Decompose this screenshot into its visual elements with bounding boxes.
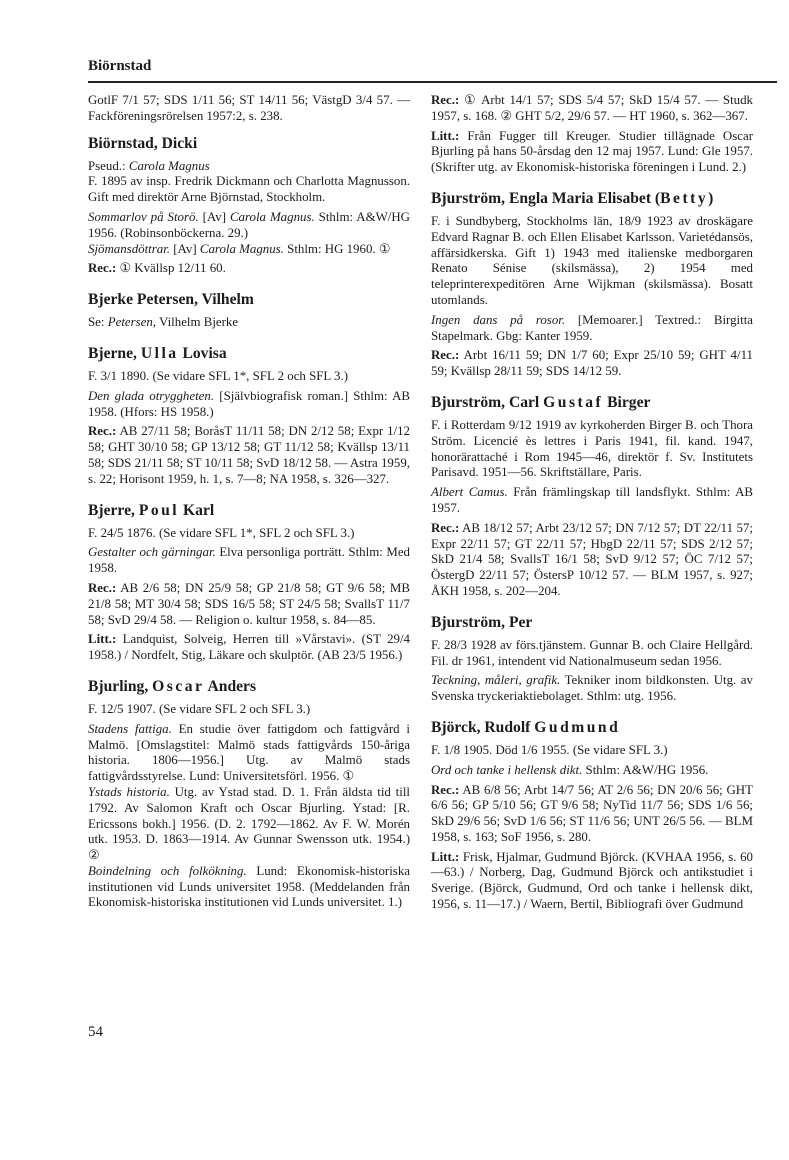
work-line [88,722,410,785]
entry-heading [431,719,753,737]
entry-bjurling [88,678,410,911]
litt-label: Litt.: [88,632,117,647]
name-spaced: Poul [138,501,180,519]
work-mid: [Av] [173,241,197,256]
entry-bio: F. 1/8 1905. Död 1/6 1955. (Se vidare SFL 3.) [431,742,668,757]
name-spaced: Ulla [140,344,179,362]
right-column [431,93,753,913]
rec-label: Rec.: [431,93,460,107]
entry-bio: F. i Sundbyberg, Stockholms län, 18/9 1923 av droskägare Edvard Ragnar B. och Ellen Elisabet Karlsson. Varietédansös, affärsidkerska. Gift 1) 1943 med italienske medborgaren Renato Sénise (skilsmässa), 2) 1954 med teleprinterexpeditören Arne Wijkman (skilsmässa). Bosatt utomlands. [431,213,753,307]
entry-bjerke [88,291,410,331]
litt-label: Litt.: [431,849,460,864]
rec-text: ① Kvällsp 12/11 60. [119,261,226,276]
literature-line [88,632,410,664]
rec-text: ① Arbt 14/1 57; SDS 5/4 57; SkD 15/4 57. — Studk 1957, s. 168. ② GHT 5/2, 29/6 57. — HT 1960, s. 362—367. [431,93,753,123]
work-author: Carola Magnus. [229,209,315,224]
review-line [431,521,753,600]
rec-text: AB 2/6 58; DN 25/9 58; GP 21/8 58; GT 9/6 58; MB 21/8 58; MT 30/4 58; SDS 16/5 58; ST 24/5 58; SvallsT 11/7 58; SvD 29/4 58. — Religion o. kultur 1958, s. 84—85. [88,580,410,627]
entry-bio: F. i Rotterdam 9/12 1919 av kyrkoherden Birger B. och Thora Ström. Licencié ès lettres i Paris 1941, fil. kand. 1947, honorärattaché i Rom 1945—46, direktör f. Sv. Institutets Parisavd. 1951—56. Skriftställare, Paris. [431,417,753,480]
work-mid: [Av] [202,209,226,224]
work-line [88,545,410,577]
review-line [431,783,753,846]
rec-text: AB 27/11 58; BoråsT 11/11 58; DN 2/12 58; Expr 1/12 58; GHT 30/10 58; GP 13/12 58; GT 11/12 58; Kvällsp 13/11 58; SDS 21/11 58; ST 10/11 58; SvD 18/12 58. — Astra 1959, s. 22; Horisont 1959, h. 1, s. 7—8; NA 1958, s. 326—327. [88,424,410,486]
entry-bio: F. 12/5 1907. (Se vidare SFL 2 och SFL 3.) [88,701,311,716]
work-details: Utg. av Ystad stad. D. 1. Från äldsta tid till 1792. Av Salomon Kraft och Oscar Bjurling. Ystad: [R. Ericssons bokh.] 1956. (D. 2. 1792—1862. Av F. W. Morén utk. 1953. D. 1863—1914. Av Gunnar Swensson utk. 1954.) ② [88,784,410,863]
entry-engla [431,190,753,380]
pseudonym-line [88,159,410,175]
work-title: Teckning, måleri, grafik. [431,673,561,688]
rec-label: Rec.: [431,520,460,535]
entry-heading [88,345,410,363]
review-line [88,581,410,628]
left-column [88,93,410,911]
entry-bio: F. 3/1 1890. (Se vidare SFL 1*, SFL 2 och SFL 3.) [88,368,349,383]
work-line [431,485,753,517]
work-author: Carola Magnus. [199,241,284,256]
see-rest: Vilhelm Bjerke [159,315,239,330]
work-title: Ystads historia. [88,784,170,799]
work-details: Sthlm: HG 1960. ① [287,241,391,256]
name-rest: Anders [207,677,257,695]
entry-per [431,614,753,705]
name-spaced: Betty [660,189,709,207]
header-rule [88,81,777,83]
rec-label: Rec.: [88,580,117,595]
literature-line [431,850,753,913]
work-title: Boindelning och folkökning. [88,863,247,878]
see-italic: Petersen, [107,315,157,330]
name-plain: Bjurström, Carl [431,393,540,411]
continued-entry-text: GotlF 7/1 57; SDS 1/11 56; ST 14/11 56; VästgD 3/4 57. — Fackföreningsrörelsen 1957:2, s. 238. [88,93,410,123]
work-line [88,210,410,242]
name-end: ) [708,189,714,207]
entry-rudolf [431,719,753,913]
rec-label: Rec.: [88,424,117,439]
litt-text: Frisk, Hjalmar, Gudmund Björck. (KVHAA 1956, s. 60—63.) / Norberg, Dag, Gudmund Björck och antikstudiet i Sverige. (Björck, Gudmund, Ord och tanke i hellensk dikt, 1956, s. 11—17.) / Waern, Bertil, Bibliografi över Gudmund [431,849,753,912]
entry-bio: F. 28/3 1928 av förs.tjänstem. Gunnar B. och Claire Hellgård. Fil. dr 1961, intendent vid Nationalmuseum sedan 1956. [431,637,753,668]
see-reference [88,315,410,331]
work-line [88,242,410,258]
name-rest: Lovisa [182,344,227,362]
litt-text: Från Fugger till Kreuger. Studier tillägnade Oscar Bjurling på hans 50-årsdag den 12 maj 1957. Lund: Gle 1957. (Skrifter utg. av Ekonomisk-historiska föreningen i Lund. 2.) [431,128,753,175]
entry-heading: Bjurström, Per [431,613,533,631]
entry-bjerre [88,502,410,664]
rec-label: Rec.: [431,782,460,797]
name-plain: Bjerre, [88,501,135,519]
entry-heading: Biörnstad, Dicki [88,134,198,152]
work-details: Elva personliga porträtt. Sthlm: Med 1958. [88,545,410,576]
name-rest: Karl [183,501,215,519]
work-line [88,785,410,864]
entry-heading [431,394,753,412]
work-details: Lund: Ekonomisk-historiska institutionen vid Lunds universitet 1958. (Meddelanden från Ekonomisk-historiska institutionen vid Lunds universitet. 1.) [88,863,410,910]
literature-line [431,129,753,176]
work-details: Sthlm: A&W/HG 1956. [585,762,709,777]
work-line [88,864,410,911]
pseud-label: Pseud.: [88,158,126,173]
work-title: Ord och tanke i hellensk dikt. [431,762,583,777]
page-number: 54 [88,1024,103,1040]
running-header: Biörnstad [88,58,152,74]
entry-carl [431,394,753,600]
litt-text: Landquist, Solveig, Herren till »Vårstavi». (ST 29/4 1958.) / Nordfelt, Stig, Läkare och skulptör. (AB 23/5 1956.) [88,632,410,663]
entry-dicki [88,135,410,278]
work-details: En studie över fattigdom och fattigvård i Malmö. [Omslagstitel: Malmö stads fattigvårds 150-åriga historia. 1806—1956.] Utg. av Malmö stads fattigvårdsstyrelse. Lund: Universitetsförl. 1956. ① [88,721,410,784]
work-title: Stadens fattiga. [88,721,172,736]
work-details: Från främlingskap till landsflykt. Sthlm: AB 1957. [431,485,753,515]
pseud-value: Carola Magnus [128,158,210,173]
name-spaced: Gustaf [543,393,604,411]
review-line [88,424,410,487]
work-line [431,313,753,345]
work-title: Ingen dans på rosor. [431,312,566,327]
entry-heading [431,190,753,208]
name-plain: Bjurling, [88,677,149,695]
work-line [431,673,753,705]
work-line [431,763,753,779]
entry-heading [88,678,410,696]
rec-label: Rec.: [431,348,460,363]
work-details: [Memoarer.] Textred.: Birgitta Stapelmark. Gbg: Kanter 1959. [431,312,753,343]
work-title: Gestalter och gärningar. [88,545,216,560]
entry-heading: Bjerke Petersen, Vilhelm [88,291,254,309]
entry-bio: F. 24/5 1876. (Se vidare SFL 1*, SFL 2 och SFL 3.) [88,525,355,540]
entry-bio: F. 1895 av insp. Fredrik Dickmann och Charlotta Magnusson. Gift med direktör Arne Björnstad, Stockholm. [88,174,410,205]
review-line [431,348,753,380]
review-line [431,93,753,125]
name-spaced: Oscar [152,677,205,695]
work-title: Albert Camus. [431,485,508,500]
litt-label: Litt.: [431,128,460,143]
name-plain: Bjerne, [88,344,137,362]
rec-text: Arbt 16/11 59; DN 1/7 60; Expr 25/10 59; GHT 4/11 59; Kvällsp 28/11 59; SDS 14/12 59. [431,348,753,379]
name-rest: Birger [607,393,651,411]
name-plain: Björck, Rudolf [431,718,531,736]
work-title: Den glada otryggheten. [88,388,215,403]
review-line [88,261,410,277]
see-label: Se: [88,315,105,330]
rec-text: AB 6/8 56; Arbt 14/7 56; AT 2/6 56; DN 20/6 56; GHT 6/6 56; GP 5/10 56; GT 9/6 58; NyTid 11/7 56; SDS 1/6 56; SkD 29/6 56; SvD 1/6 56; ST 11/6 56; UNT 26/5 56. — BLM 1958, s. 163; SoF 1956, s. 280. [431,782,753,844]
rec-text: AB 18/12 57; Arbt 23/12 57; DN 7/12 57; DT 22/11 57; Expr 22/11 57; GT 22/11 57; HbgD 22/11 57; SDS 2/12 57; SkD 21/4 58; SvallsT 16/1 58; SvD 9/12 57; ÖC 7/12 57; ÖstergD 22/11 57; ÖstersP 10/12 57. — BLM 1957, s. 927; ÅKH 1958, s. 202—204. [431,520,753,598]
rec-label: Rec.: [88,261,117,276]
work-details: Sthlm: A&W/HG 1956. (Robinsonböckerna. 29.) [88,209,410,240]
work-details: [Självbiografisk roman.] Sthlm: AB 1958. (Hfors: HS 1958.) [88,388,410,419]
entry-bjerne [88,345,410,488]
name-plain: Bjurström, Engla Maria Elisabet ( [431,189,661,207]
work-title: Sommarlov på Storö. [88,209,199,224]
name-spaced: Gudmund [534,718,621,736]
work-details: Tekniker inom bildkonsten. Utg. av Svenska tryckeriaktiebolaget. Sthlm: utg. 1956. [431,673,753,704]
work-title: Sjömansdöttrar. [88,241,171,256]
entry-heading [88,502,410,520]
work-line [88,389,410,421]
